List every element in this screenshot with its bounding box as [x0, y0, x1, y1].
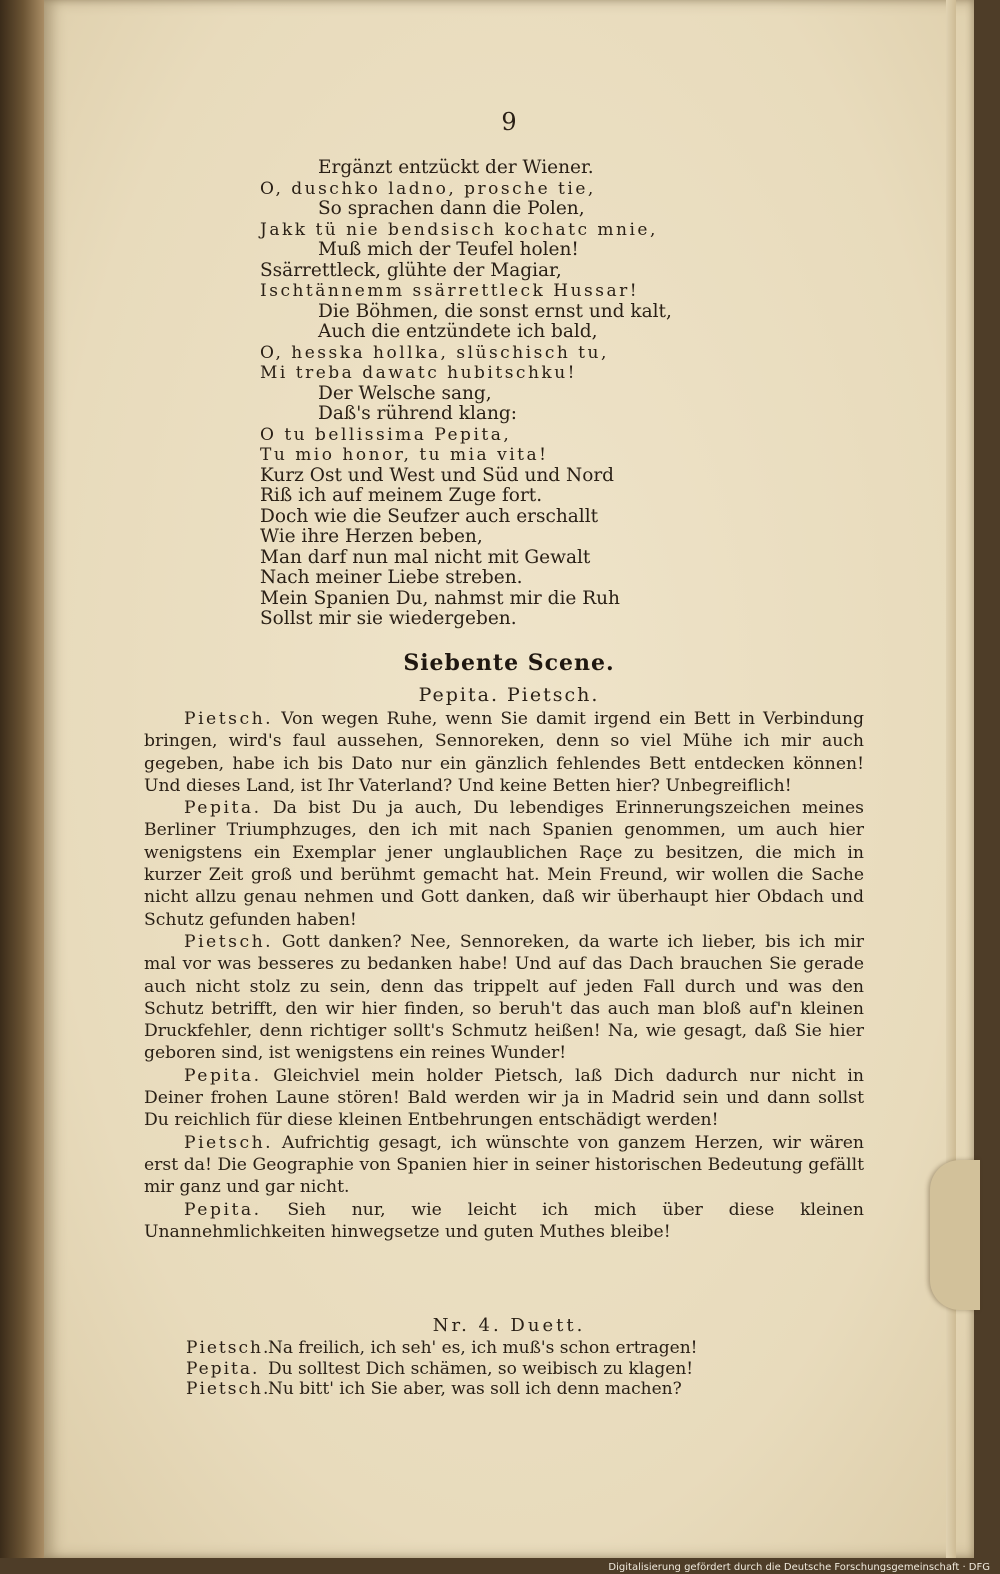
sung-line: Du solltest Dich schämen, so weibisch zu klagen!	[268, 1358, 694, 1379]
verse-line: Der Welsche sang,	[318, 382, 492, 404]
verse-line: O tu bellissima Pepita,	[260, 424, 512, 445]
speaker-name: Pepita.	[184, 1065, 262, 1086]
verse-line: Daß's rührend klang:	[318, 403, 517, 424]
speaker-name: Pietsch.	[184, 709, 274, 729]
dialogue-line: Von wegen Ruhe, wenn Sie damit irgend ein Bett in Verbindung bringen, wird's faul aussehen, Sennoreken, denn so viel Mühe ich mir auch gegeben, habe ich bis Dato nur ein gänzlich fehlendes Bett entdecken können! Und dieses Land, ist Ihr Vaterland? Und keine Betten hier? Unbegreiflich!	[144, 709, 864, 796]
dialogue-paragraph	[144, 1132, 864, 1199]
speaker-name: Pietsch.	[184, 1132, 274, 1153]
sung-line: Na freilich, ich seh' es, ich muß's schon ertragen!	[268, 1338, 698, 1358]
verse-line: Sollst mir sie wiedergeben.	[260, 608, 517, 629]
duet-lines	[186, 1338, 826, 1400]
dialogue-line: Sieh nur, wie leicht ich mich über diese kleinen Unannehmlichkeiten hinwegsetze und guten Muthes bleibe!	[144, 1199, 864, 1242]
dialogue-paragraph	[144, 931, 864, 1065]
speaker-name: Pietsch.	[186, 1379, 271, 1399]
verse-line: Riß ich auf meinem Zuge fort.	[260, 485, 543, 506]
speaker-name: Pietsch.	[186, 1338, 271, 1358]
duet-line	[186, 1379, 826, 1400]
verse-line: So sprachen dann die Polen,	[318, 198, 585, 219]
dialogue-paragraph	[144, 1199, 864, 1244]
verse-line: Mi treba dawatc hubitschku!	[260, 363, 577, 383]
scene-characters: Pepita. Pietsch.	[418, 684, 600, 706]
dialogue-line: Gleichviel mein holder Pietsch, laß Dich dadurch nur nicht in Deiner frohen Laune stören! Bald werden wir ja in Madrid sein und dann sollst Du reichlich für diese kleinen Entbehrungen entschädigt werden!	[144, 1065, 864, 1131]
funding-credit: Digitalisierung gefördert durch die Deutsche Forschungsgemeinschaft · DFG	[608, 1562, 990, 1573]
speaker-name: Pepita.	[184, 798, 262, 819]
book-page	[44, 0, 974, 1558]
verse-line: Nach meiner Liebe streben.	[260, 567, 523, 588]
dialogue-line: Gott danken? Nee, Sennoreken, da warte ich lieber, bis ich mir mal vor was besseres zu bedanken habe! Und auf das Dach brauchen Sie gerade auch nicht stolz zu sein, denn das trippelt auf jeden Fall durch und was den Schutz betrifft, den wir hier finden, so beruh't das auch man bloß auf'n kleinen Druckfehler, denn richtiger sollt's Schmutz heißen! Na, wie gesagt, daß Sie hier geboren sind, ist wenigstens ein reines Wunder!	[144, 931, 864, 1064]
verse-line: Mein Spanien Du, nahmst mir die Ruh	[260, 587, 620, 609]
verse-line: Kurz Ost und West und Süd und Nord	[260, 464, 615, 486]
verse-line: Ssärrettleck, glühte der Magiar,	[260, 259, 562, 281]
speaker-name: Pietsch.	[184, 931, 274, 952]
sung-line: Nu bitt' ich Sie aber, was soll ich denn machen?	[268, 1379, 682, 1399]
page-number: 9	[501, 108, 517, 136]
dialogue-line: Aufrichtig gesagt, ich wünschte von ganzem Herzen, wir wären erst da! Die Geographie von Spanien hier in seiner historischen Bedeutung gefällt mir ganz und gar nicht.	[144, 1132, 864, 1198]
verse-line: O, hesska hollka, slüschisch tu,	[260, 342, 609, 363]
page-tab-marker	[930, 1160, 980, 1310]
verse-line: Tu mio honor, tu mia vita!	[260, 445, 549, 465]
verse-line: Man darf nun mal nicht mit Gewalt	[260, 546, 591, 568]
duet-line	[186, 1338, 826, 1359]
scene-title: Siebente Scene.	[403, 650, 615, 676]
verse-line: Jakk tü nie bendsisch kochatc mnie,	[260, 219, 658, 240]
duet-line	[186, 1359, 826, 1380]
speaker-name: Pepita.	[184, 1199, 262, 1220]
verse-line: Die Böhmen, die sonst ernst und kalt,	[318, 300, 672, 322]
verse-line: Ischtännemm ssärrettleck Hussar!	[260, 281, 640, 301]
duet-title: Nr. 4. Duett.	[432, 1315, 586, 1336]
verse-line: O, duschko ladno, prosche tie,	[260, 178, 596, 199]
verse-line: Wie ihre Herzen beben,	[260, 526, 483, 547]
verse-line: Auch die entzündete ich bald,	[318, 321, 598, 342]
verse-line: Doch wie die Seufzer auch erschallt	[260, 505, 599, 527]
dialogue-paragraph	[144, 1065, 864, 1132]
verse-line: Ergänzt entzückt der Wiener.	[318, 157, 594, 178]
dialogue-paragraph	[144, 708, 864, 797]
dialogue-line: Da bist Du ja auch, Du lebendiges Erinnerungszeichen meines Berliner Triumphzuges, den ich mit nach Spanien genommen, um auch hier wenigstens ein Exemplar jener unglaublichen Raçe zu besitzen, die mich in kurzer Zeit groß und berühmt gemacht hat. Mein Freund, wir wollen die Sache nicht allzu genau nehmen und Gott danken, daß wir überhaupt hier Obdach und Schutz gefunden haben!	[144, 798, 864, 930]
speaker-name: Pepita.	[186, 1358, 260, 1379]
dialogue-text	[144, 708, 864, 1243]
dialogue-paragraph	[144, 797, 864, 931]
footer-bar	[0, 1558, 1000, 1574]
song-verse	[260, 158, 760, 630]
verse-line: Muß mich der Teufel holen!	[318, 239, 579, 260]
